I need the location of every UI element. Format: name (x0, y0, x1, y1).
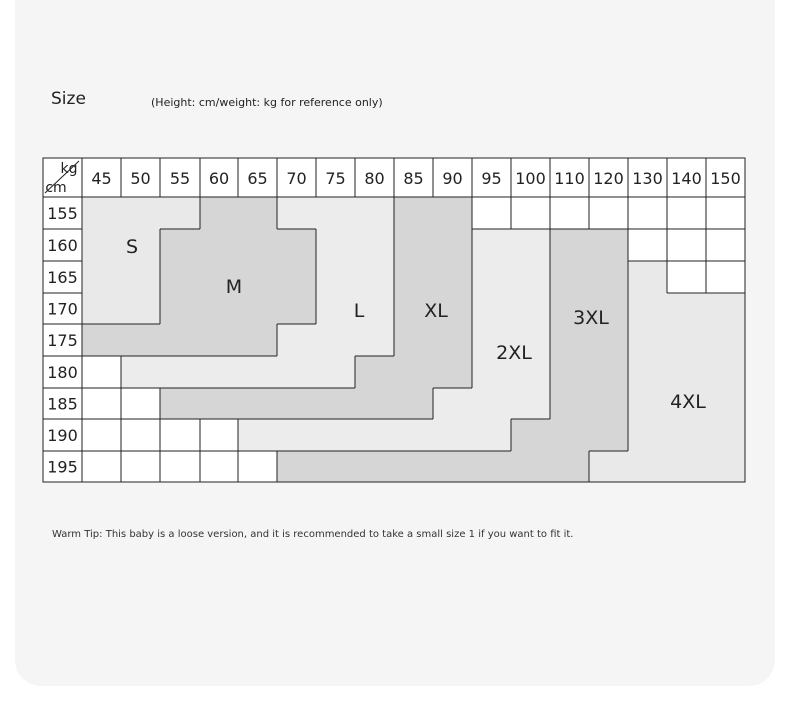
size-label-xl: XL (424, 300, 448, 322)
size-cell (316, 388, 355, 419)
size-cell (667, 451, 706, 482)
size-cell (82, 419, 121, 451)
size-cell (277, 261, 316, 293)
size-cell (200, 419, 238, 451)
size-cell (121, 451, 160, 482)
size-cell (121, 388, 160, 419)
size-cell (355, 419, 394, 451)
size-cell (82, 261, 121, 293)
size-cell (277, 388, 316, 419)
size-cell (706, 261, 745, 293)
size-cell (200, 388, 238, 419)
size-label-3xl: 3XL (573, 307, 609, 329)
size-cell (433, 324, 472, 356)
weight-header: 150 (710, 169, 741, 188)
weight-header: 45 (91, 169, 112, 188)
size-cell (160, 293, 200, 324)
size-cell (355, 356, 394, 388)
size-cell (200, 356, 238, 388)
height-header: 195 (47, 457, 78, 477)
corner-kg-label: kg (60, 161, 78, 177)
reference-note: (Height: cm/weight: kg for reference only) (151, 96, 383, 109)
size-cell (472, 293, 511, 324)
size-cell (706, 197, 745, 229)
size-cell (433, 197, 472, 229)
corner-cm-label: cm (45, 180, 67, 196)
height-header: 180 (47, 363, 78, 382)
size-cell (200, 229, 238, 261)
size-cell (316, 419, 355, 451)
size-cell (277, 197, 316, 229)
size-cell (121, 324, 160, 356)
size-cell (355, 197, 394, 229)
size-cell (628, 419, 667, 451)
weight-header: 65 (247, 169, 268, 188)
size-cell (628, 197, 667, 229)
size-cell (550, 356, 589, 388)
size-cell (355, 324, 394, 356)
size-label-l: L (353, 300, 365, 322)
size-cell (121, 261, 160, 293)
size-cell (316, 261, 355, 293)
size-cell (82, 293, 121, 324)
weight-header: 120 (593, 169, 624, 188)
weight-header: 130 (632, 169, 663, 188)
size-cell (238, 388, 277, 419)
size-cell (316, 197, 355, 229)
size-cell (394, 261, 433, 293)
size-cell (433, 261, 472, 293)
size-cell (316, 293, 355, 324)
size-cell (511, 451, 550, 482)
weight-header: 75 (325, 169, 346, 188)
weight-header: 55 (169, 169, 191, 188)
size-cell (628, 293, 667, 324)
size-cell (82, 324, 121, 356)
size-cell (472, 229, 511, 261)
height-header: 165 (47, 268, 78, 287)
size-cell (121, 356, 160, 388)
size-cell (550, 388, 589, 419)
size-cell (706, 324, 745, 356)
size-cell (160, 388, 200, 419)
size-cell (706, 388, 745, 419)
warm-tip: Warm Tip: This baby is a loose version, and it is recommended to take a small size 1 if you want to fit it. (52, 529, 574, 540)
size-cell (433, 451, 472, 482)
height-header: 170 (47, 299, 78, 319)
size-cell (667, 261, 706, 293)
size-cell (472, 197, 511, 229)
size-cell (82, 356, 121, 388)
size-cell (550, 261, 589, 293)
size-cell (433, 388, 472, 419)
size-cell (316, 451, 355, 482)
size-cell (628, 388, 667, 419)
size-cell (121, 419, 160, 451)
size-cell (394, 419, 433, 451)
size-cell (82, 388, 121, 419)
size-cell (628, 356, 667, 388)
size-cell (200, 324, 238, 356)
size-cell (589, 197, 628, 229)
weight-header: 95 (481, 169, 502, 188)
size-cell (511, 419, 550, 451)
size-cell (238, 293, 277, 324)
size-cell (667, 197, 706, 229)
size-cell (277, 229, 316, 261)
size-cell (667, 419, 706, 451)
size-cell (121, 197, 160, 229)
size-cell (667, 356, 706, 388)
size-cell (706, 356, 745, 388)
size-cell (394, 229, 433, 261)
weight-header: 140 (671, 169, 702, 188)
size-cell (472, 419, 511, 451)
size-cell (706, 229, 745, 261)
height-header: 160 (47, 236, 78, 255)
size-cell (238, 261, 277, 293)
size-label-s: S (125, 236, 139, 258)
size-label-4xl: 4XL (670, 391, 706, 413)
size-cell (511, 388, 550, 419)
size-cell (160, 451, 200, 482)
size-cell (394, 324, 433, 356)
size-cell (550, 451, 589, 482)
size-cell (277, 419, 316, 451)
size-cell (355, 229, 394, 261)
size-cell (472, 261, 511, 293)
size-cell (706, 293, 745, 324)
size-cell (550, 197, 589, 229)
size-cell (628, 324, 667, 356)
size-cell (394, 388, 433, 419)
size-cell (82, 197, 121, 229)
size-cell (472, 451, 511, 482)
size-cell (160, 419, 200, 451)
page-title: Size (51, 89, 86, 109)
size-cell (667, 324, 706, 356)
size-cell (82, 229, 121, 261)
size-cell (511, 293, 550, 324)
size-cell (628, 451, 667, 482)
size-cell (238, 451, 277, 482)
size-cell (200, 451, 238, 482)
height-header: 185 (47, 394, 78, 414)
size-cell (394, 451, 433, 482)
size-cell (238, 419, 277, 451)
size-cell (628, 261, 667, 293)
size-cell (355, 451, 394, 482)
size-cell (277, 451, 316, 482)
size-label-2xl: 2XL (496, 342, 532, 364)
height-header: 175 (47, 331, 78, 350)
size-cell (472, 388, 511, 419)
size-cell (589, 451, 628, 482)
size-cell (433, 229, 472, 261)
size-cell (316, 356, 355, 388)
size-cell (511, 261, 550, 293)
size-cell (121, 293, 160, 324)
height-header: 190 (47, 426, 78, 445)
size-cell (82, 451, 121, 482)
size-cell (667, 229, 706, 261)
size-cell (277, 293, 316, 324)
size-cell (550, 419, 589, 451)
size-cell (355, 388, 394, 419)
size-cell (394, 197, 433, 229)
size-cell (238, 356, 277, 388)
size-cell (589, 229, 628, 261)
weight-header: 70 (286, 169, 307, 188)
size-cell (550, 229, 589, 261)
size-cell (667, 293, 706, 324)
size-cell (706, 419, 745, 451)
size-cell (433, 419, 472, 451)
size-cell (238, 229, 277, 261)
weight-header: 85 (403, 169, 424, 188)
size-cell (394, 356, 433, 388)
size-cell (200, 197, 238, 229)
size-cell (628, 229, 667, 261)
weight-header: 60 (208, 169, 230, 188)
size-cell (706, 451, 745, 482)
size-cell (277, 356, 316, 388)
size-cell (511, 229, 550, 261)
size-cell (589, 388, 628, 419)
size-cell (316, 229, 355, 261)
size-cell (238, 324, 277, 356)
size-cell (355, 261, 394, 293)
weight-header: 50 (130, 169, 151, 188)
size-cell (589, 356, 628, 388)
size-cell (511, 197, 550, 229)
size-label-m: M (225, 276, 243, 298)
size-cell (589, 419, 628, 451)
size-cell (316, 324, 355, 356)
size-cell (238, 197, 277, 229)
size-cell (277, 324, 316, 356)
size-cell (160, 261, 200, 293)
weight-header: 90 (442, 169, 463, 188)
height-header: 155 (47, 204, 78, 223)
size-cell (160, 324, 200, 356)
size-cell (160, 197, 200, 229)
size-cell (160, 356, 200, 388)
size-cell (433, 356, 472, 388)
size-cell (589, 261, 628, 293)
weight-header: 80 (364, 169, 385, 188)
weight-header: 100 (515, 169, 546, 188)
weight-header: 110 (554, 169, 585, 188)
size-cell (160, 229, 200, 261)
